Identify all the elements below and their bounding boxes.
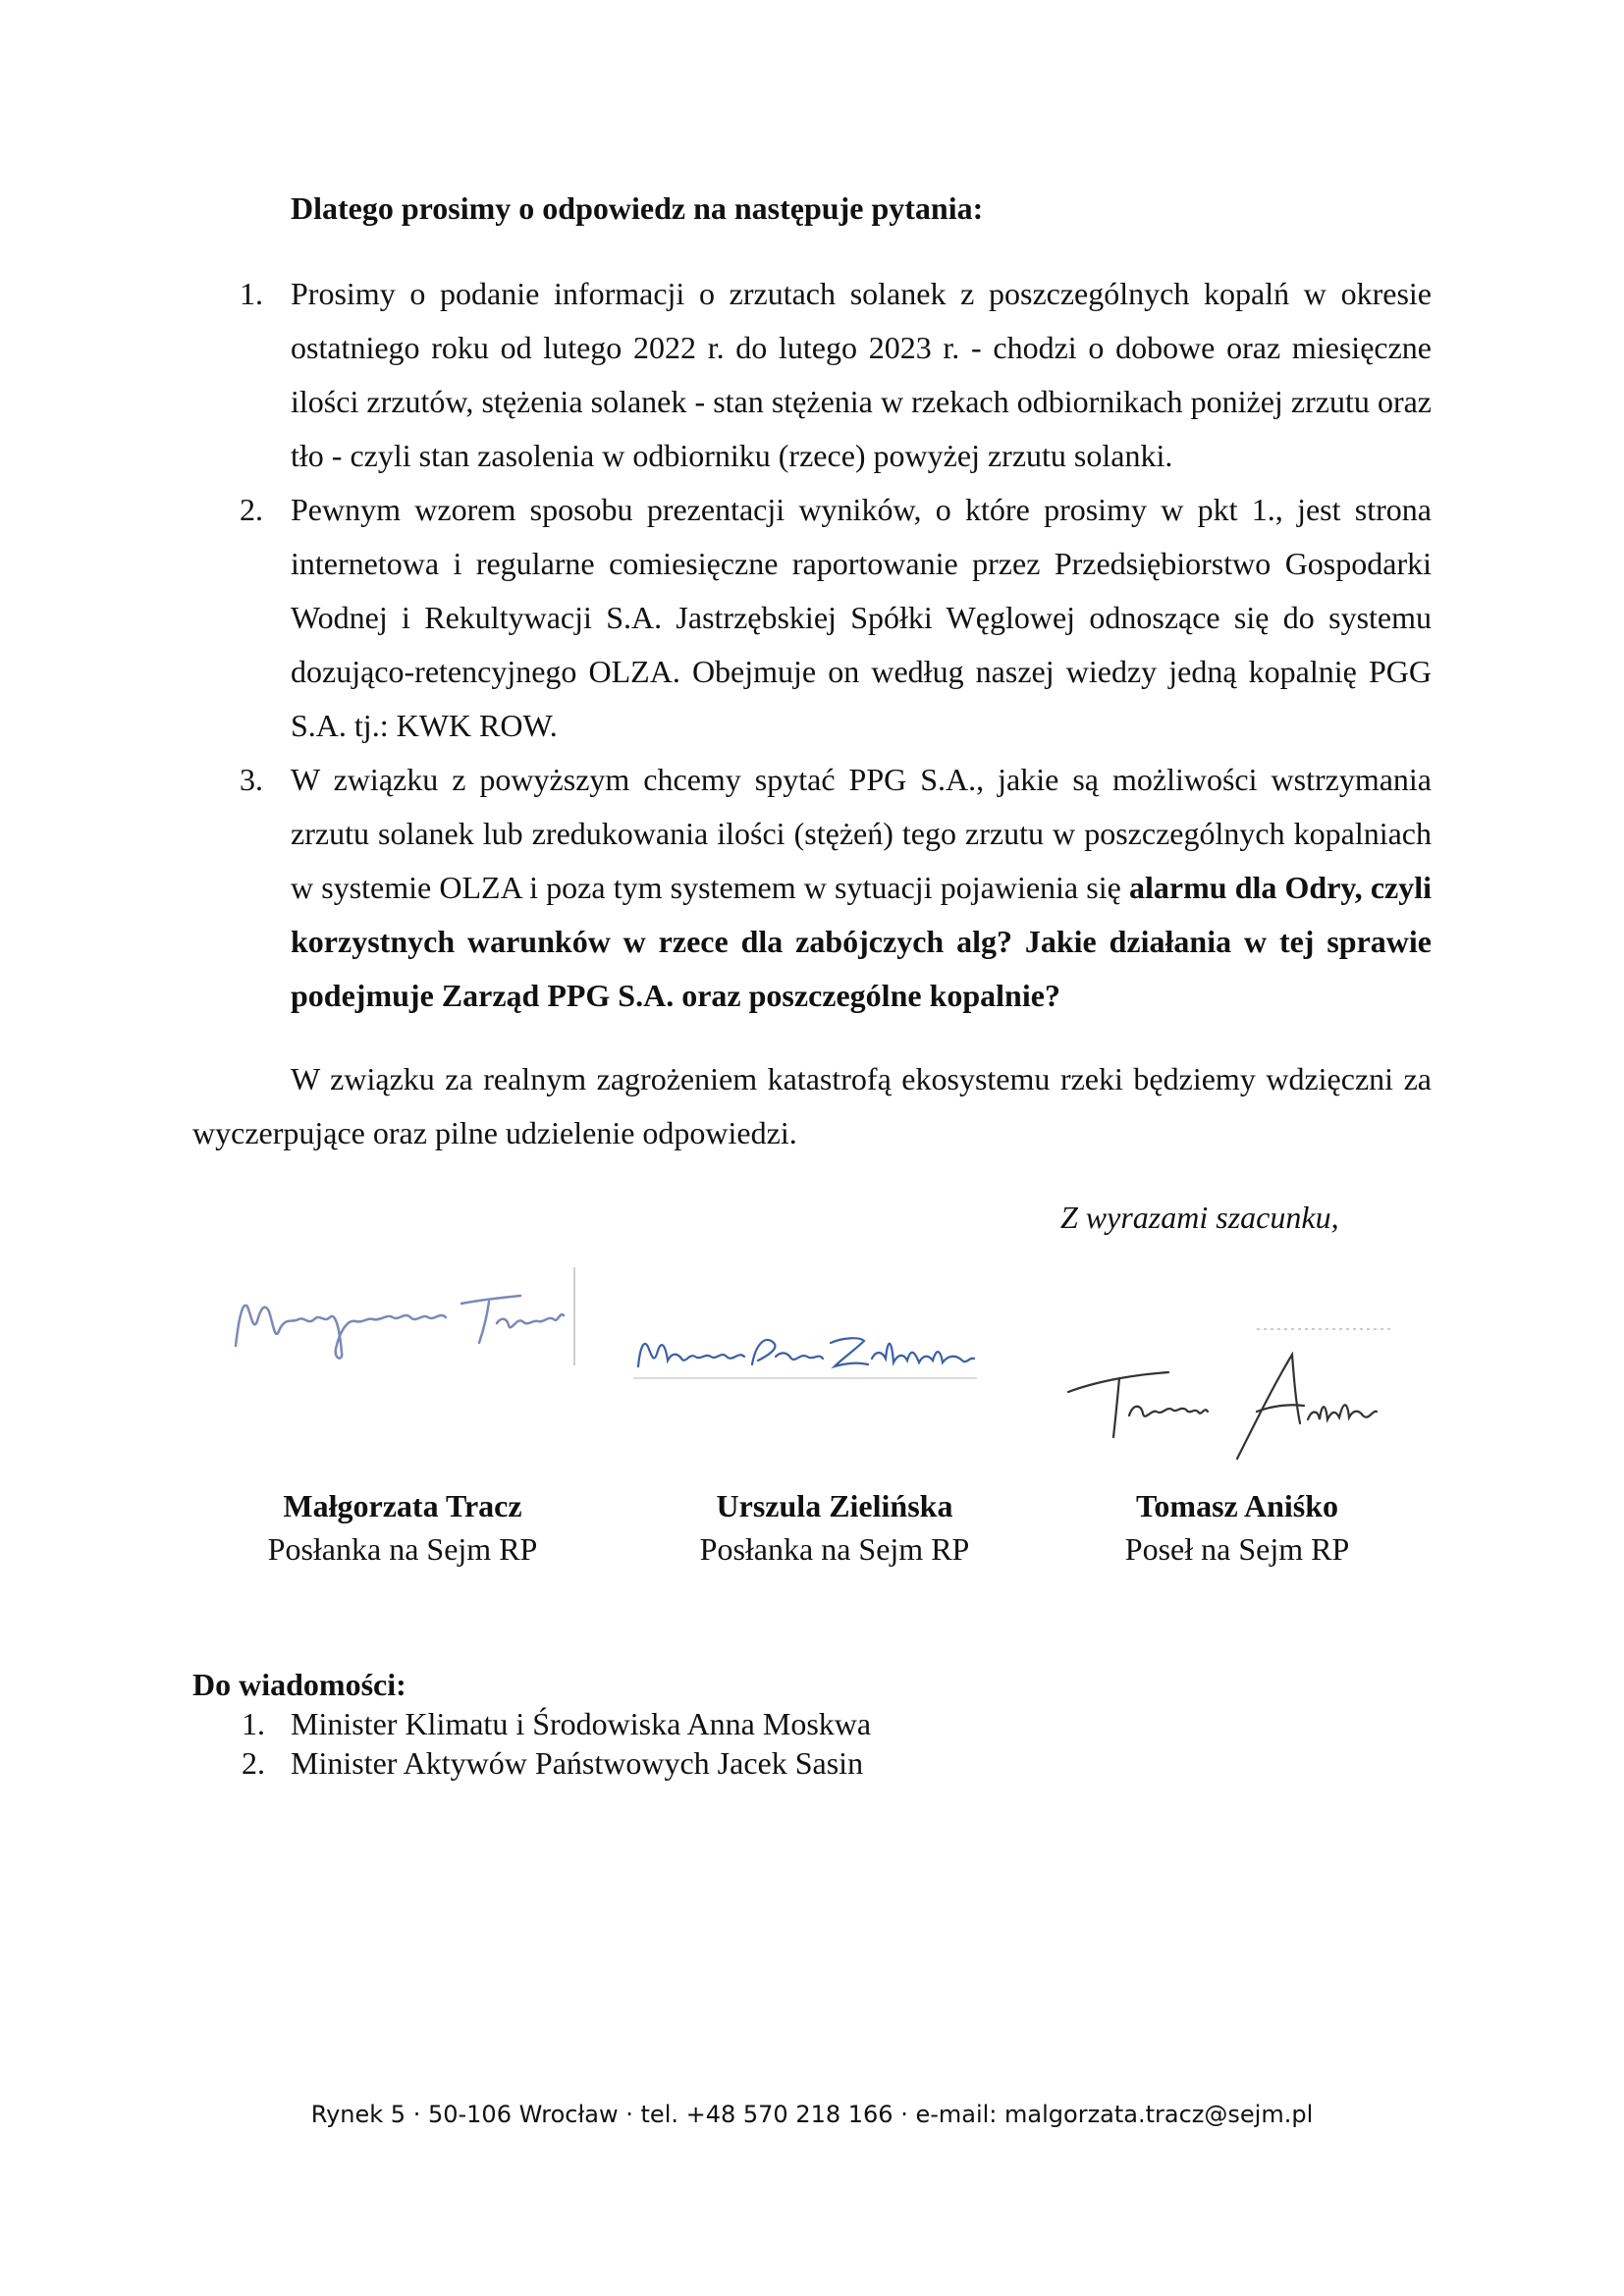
cc-item [192, 1743, 871, 1783]
question-number: 1. [240, 276, 263, 311]
question-number: 2. [240, 492, 263, 527]
questions-intro: Dlatego prosimy o odpowiedz na następuje pytania: [291, 190, 984, 226]
signer-block [226, 1484, 579, 1571]
questions-list [192, 267, 1432, 1023]
question-number: 3. [240, 762, 263, 797]
question-item [192, 267, 1432, 483]
signer-role: Poseł na Sejm RP [1124, 1531, 1350, 1567]
closing-paragraph: W związku za realnym zagrożeniem katastrofą ekosystemu rzeki będziemy wdzięczni za wyczerpujące oraz pilne udzielenie odpowiedzi. [192, 1061, 1432, 1150]
signer-block [658, 1484, 1011, 1571]
complimentary-close: Z wyrazami szacunku, [1060, 1200, 1339, 1235]
signer-name: Małgorzata Tracz [283, 1488, 522, 1523]
cc-item [192, 1704, 871, 1743]
signature-zielinska [628, 1317, 982, 1386]
cc-title: Do wiadomości: [192, 1667, 406, 1702]
question-emphasis: alarmu dla Odry, czyli korzystnych warunków w rzece dla zabójczych alg? Jakie działania w tej sprawie podejmuje Zarząd PPG S.A. oraz poszczególne kopalnie? [291, 870, 1433, 1013]
question-text: Prosimy o podanie informacji o zrzutach solanek z poszczególnych kopalń w okresie ostatniego roku od lutego 2022 r. do lutego 2023 r. - chodzi o dobowe oraz miesięczne ilości zrzutów, stężenia solanek - stan stężenia w rzekach odbiornikach poniżej zrzutu oraz tło - czyli stan zasolenia w odbiorniku (rzece) powyżej zrzutu solanki. [291, 276, 1432, 473]
cc-text: Minister Aktywów Państwowych Jacek Sasin [291, 1745, 864, 1781]
cc-section [192, 1665, 871, 1783]
page-footer: Rynek 5 · 50-106 Wrocław · tel. +48 570 218 166 · e-mail: malgorzata.tracz@sejm.pl [310, 2101, 1314, 2128]
cc-list [192, 1704, 871, 1783]
signer-role: Posłanka na Sejm RP [267, 1531, 538, 1567]
cc-number: 1. [242, 1706, 265, 1741]
question-item [192, 753, 1432, 1023]
signature-tracz [226, 1262, 579, 1370]
question-text: W związku z powyższym chcemy spytać PPG S.A., jakie są możliwości wstrzymania zrzutu solanek lub zredukowania ilości (stężeń) tego zrzutu w poszczególnych kopalniach w systemie OLZA i poza tym systemem w sytuacji pojawienia się [291, 762, 1432, 905]
signer-role: Posłanka na Sejm RP [699, 1531, 970, 1567]
question-item [192, 483, 1432, 753]
signer-name: Urszula Zielińska [716, 1488, 953, 1523]
signer-block [1060, 1484, 1414, 1571]
signature-anisko [1060, 1321, 1414, 1478]
cc-text: Minister Klimatu i Środowiska Anna Moskwa [291, 1706, 872, 1741]
signer-name: Tomasz Aniśko [1136, 1488, 1338, 1523]
cc-number: 2. [242, 1745, 265, 1781]
question-text: Pewnym wzorem sposobu prezentacji wyników, o które prosimy w pkt 1., jest strona internetowa i regularne comiesięczne raportowanie przez Przedsiębiorstwo Gospodarki Wodnej i Rekultywacji S.A. Jastrzębskiej Spółki Węglowej odnoszące się do systemu dozująco-retencyjnego OLZA. Obejmuje on według naszej wiedzy jedną kopalnię PGG S.A. tj.: KWK ROW. [291, 492, 1432, 743]
